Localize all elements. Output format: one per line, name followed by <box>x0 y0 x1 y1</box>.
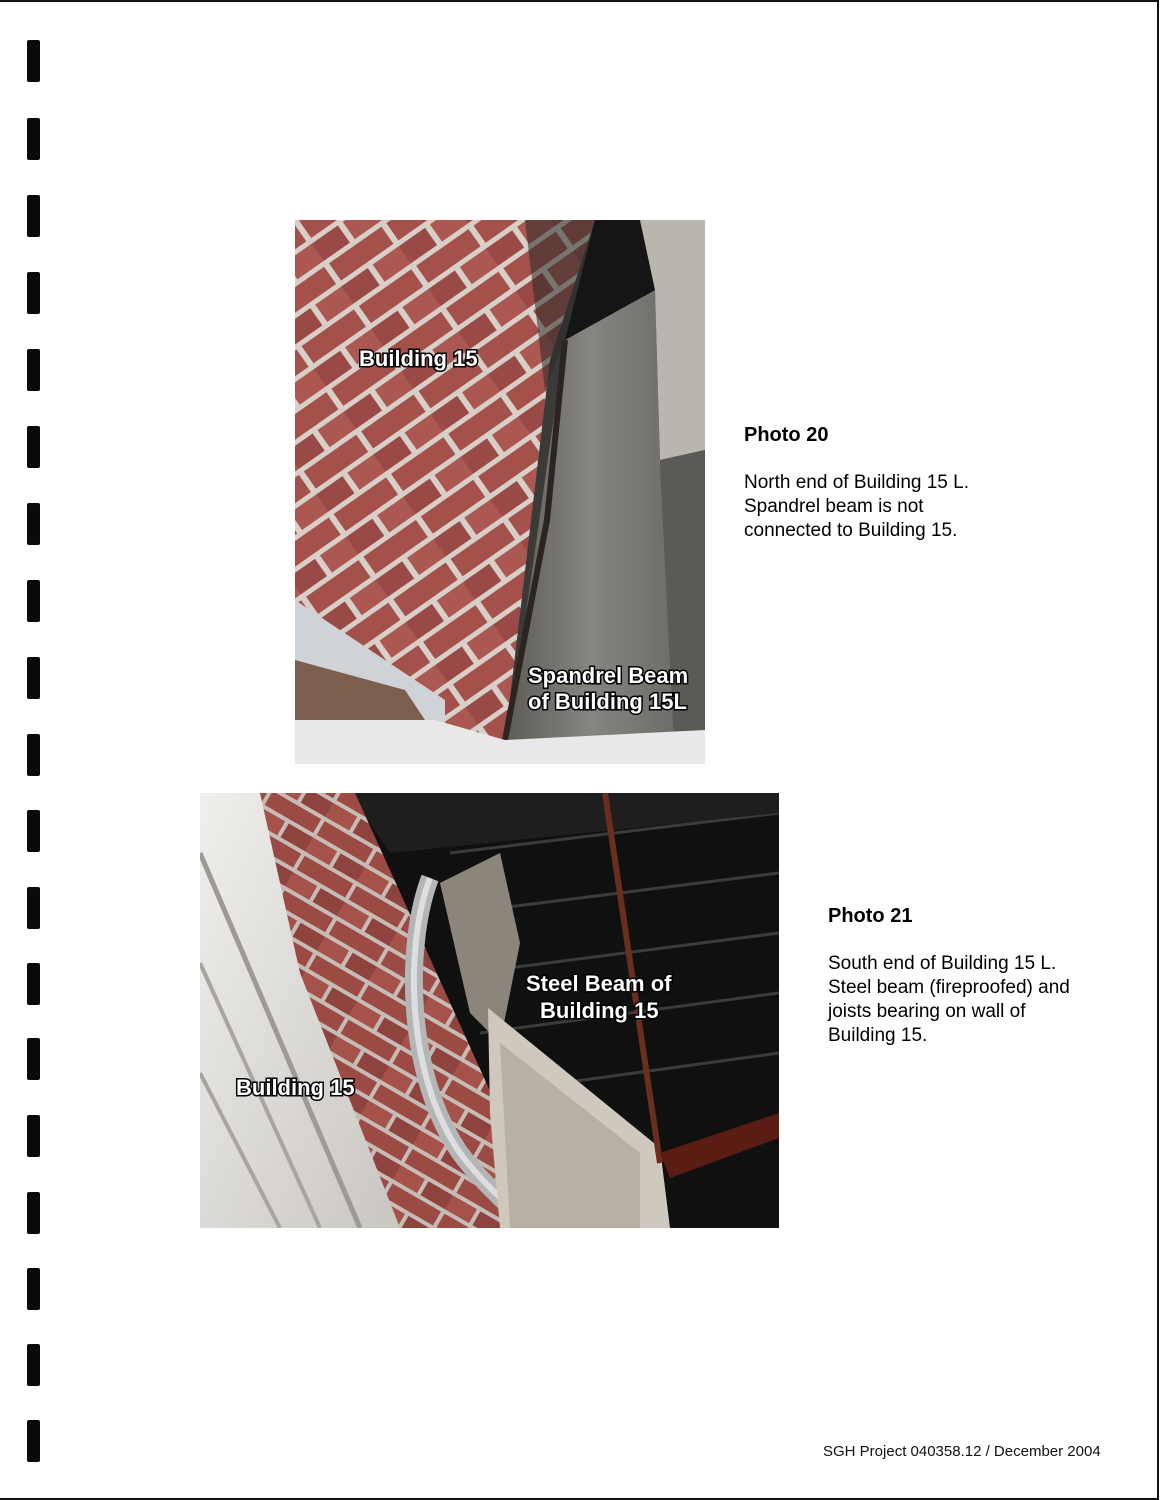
photo-20-caption <box>744 424 1044 543</box>
photo-20-image <box>295 220 705 764</box>
photo-20-label-building: Building 15 <box>359 346 478 371</box>
binding-mark <box>27 118 40 160</box>
binding-mark <box>27 272 40 314</box>
photo-20-title: Photo 20 <box>744 424 829 446</box>
photo-21-title: Photo 21 <box>828 905 913 927</box>
photo-20-description-line: Spandrel beam is not <box>744 496 924 517</box>
photo-20-description <box>744 471 1044 543</box>
binding-mark <box>27 657 40 699</box>
photo-21-label-steel-beam-1: Steel Beam of <box>526 971 672 996</box>
binding-mark <box>27 963 40 1005</box>
binding-mark <box>27 503 40 545</box>
binding-mark <box>27 349 40 391</box>
binding-mark <box>27 1420 40 1462</box>
binding-mark <box>27 1268 40 1310</box>
photo-21-label-steel-beam-2: Building 15 <box>540 998 659 1023</box>
binding-mark <box>27 1115 40 1157</box>
binding-mark <box>27 426 40 468</box>
photo-20-description-line: connected to Building 15. <box>744 520 958 541</box>
photo-21-label-building: Building 15 <box>236 1075 355 1100</box>
footer-project-info: SGH Project 040358.12 / December 2004 <box>823 1443 1101 1460</box>
binding-mark <box>27 1192 40 1234</box>
binding-mark <box>27 195 40 237</box>
binding-mark <box>27 580 40 622</box>
photo-20-label-spandrel-2: of Building 15L <box>528 689 687 714</box>
photo-21-description-line: joists bearing on wall of <box>828 1001 1026 1022</box>
binding-mark <box>27 1344 40 1386</box>
photo-21-description <box>828 952 1128 1048</box>
photo-21-description-line: South end of Building 15 L. <box>828 953 1057 974</box>
photo-21-description-line: Steel beam (fireproofed) and <box>828 977 1070 998</box>
photo-21-description-line: Building 15. <box>828 1025 928 1046</box>
photo-20-description-line: North end of Building 15 L. <box>744 472 969 493</box>
binding-mark <box>27 1038 40 1080</box>
binding-mark <box>27 40 40 82</box>
binding-mark <box>27 734 40 776</box>
photo-21-image <box>200 793 779 1228</box>
photo-20-label-spandrel-1: Spandrel Beam <box>528 663 689 688</box>
binding-mark <box>27 887 40 929</box>
binding-mark <box>27 810 40 852</box>
photo-21-caption <box>828 905 1128 1048</box>
